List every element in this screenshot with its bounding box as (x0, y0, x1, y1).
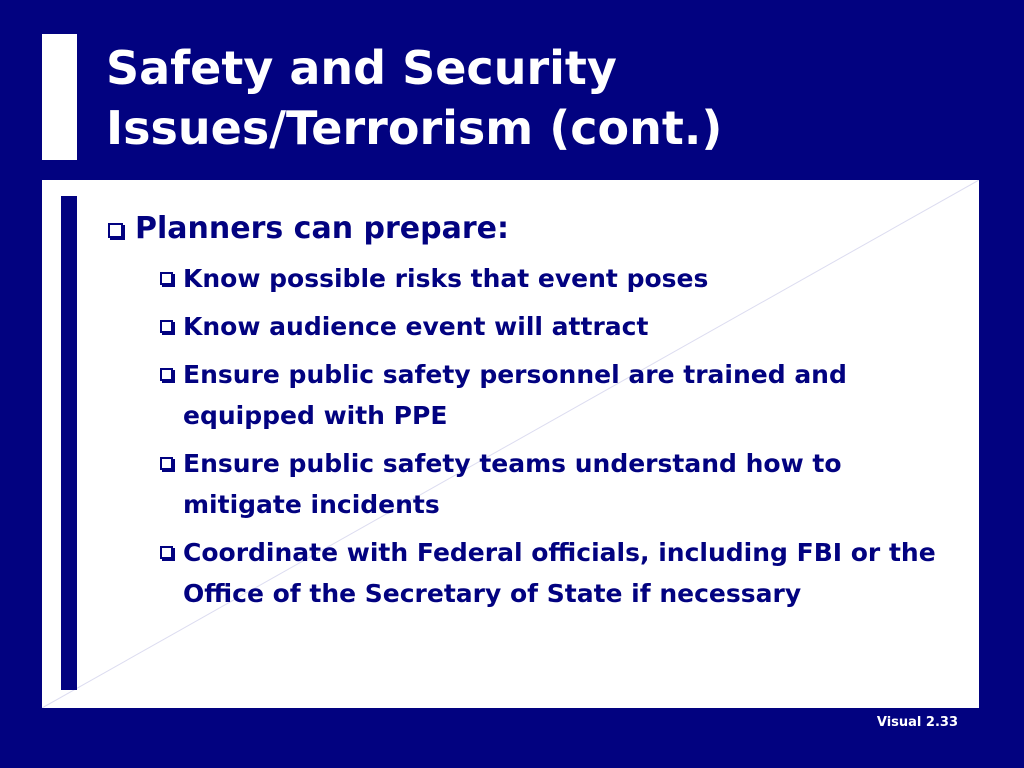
sub-bullet-text: Ensure public safety teams understand how to mitigate incidents (183, 449, 842, 519)
sub-bullet-text: Coordinate with Federal officials, including FBI or the Office of the Secretary of State if necessary (183, 538, 936, 608)
slide-title: Safety and Security Issues/Terrorism (cont.) (106, 41, 723, 155)
sub-bullet-text: Ensure public safety personnel are trained and equipped with PPE (183, 360, 847, 430)
sub-bullet (160, 354, 968, 436)
square-bullet-icon (160, 272, 173, 285)
sub-bullet (160, 306, 968, 347)
sub-bullet (160, 443, 968, 525)
square-bullet-icon (160, 320, 173, 333)
square-bullet-icon (108, 223, 123, 238)
square-bullet-icon (160, 368, 173, 381)
slide-number: Visual 2.33 (876, 715, 958, 730)
square-bullet-icon (160, 546, 173, 559)
content-accent-bar (61, 196, 77, 690)
bullet-list (108, 208, 968, 621)
square-bullet-icon (160, 457, 173, 470)
sub-bullet (160, 258, 968, 299)
title-accent-bar (42, 34, 77, 160)
sub-bullet (160, 532, 968, 614)
sub-bullet-text: Know audience event will attract (183, 312, 649, 341)
sub-bullet-text: Know possible risks that event poses (183, 264, 709, 293)
bullet-main-text: Planners can prepare: (135, 211, 509, 246)
bullet-main (108, 208, 968, 250)
